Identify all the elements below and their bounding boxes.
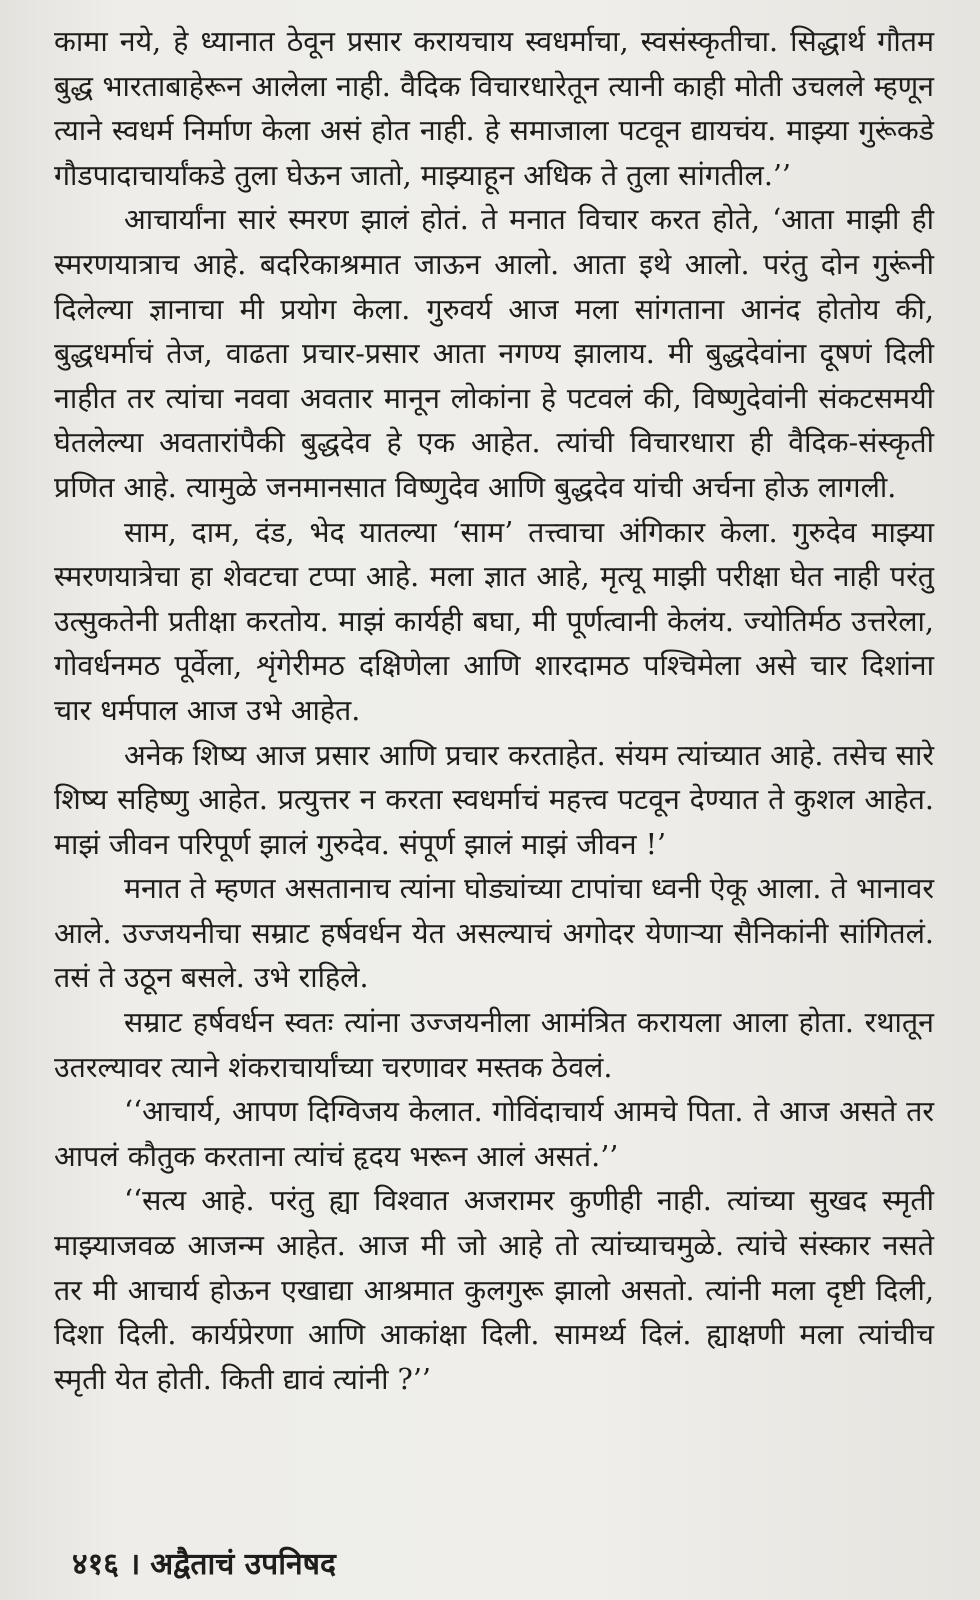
page-body xyxy=(54,20,934,1402)
paragraph-3: साम, दाम, दंड, भेद यातल्या ‘साम’ तत्त्वाचा अंगिकार केला. गुरुदेव माझ्या स्मरणयात्रेचा हा शेवटचा टप्पा आहे. मला ज्ञात आहे, मृत्यू माझी परीक्षा घेत नाही परंतु उत्सुकतेनी प्रतीक्षा करतोय. माझं कार्यही बघा, मी पूर्णत्वानी केलंय. ज्योतिर्मठ उत्तरेला, गोवर्धनमठ पूर्वेला, शृंगेरीमठ दक्षिणेला आणि शारदामठ पश्चिमेला असे चार दिशांना चार धर्मपाल आज उभे आहेत. xyxy=(54,515,934,727)
paragraph-4: अनेक शिष्य आज प्रसार आणि प्रचार करताहेत. संयम त्यांच्यात आहे. तसेच सारे शिष्य सहिष्णु आहेत. प्रत्युत्तर न करता स्वधर्माचं महत्त्व पटवून देण्यात ते कुशल आहेत. माझं जीवन परिपूर्ण झालं गुरुदेव. संपूर्ण झालं माझं जीवन !’ xyxy=(54,738,934,861)
book-title: अद्वैताचं उपनिषद xyxy=(150,1547,336,1582)
paragraph-8: ‘‘सत्य आहे. परंतु ह्या विश्वात अजरामर कुणीही नाही. त्यांच्या सुखद स्मृती माझ्याजवळ आजन्म आहेत. आज मी जो आहे तो त्यांच्याचमुळे. त्यांचे संस्कार नसते तर मी आचार्य होऊन एखाद्या आश्रमात कुलगुरू झालो असतो. त्यांनी मला दृष्टी दिली, दिशा दिली. कार्यप्रेरणा आणि आकांक्षा दिली. सामर्थ्य दिलं. ह्याक्षणी मला त्यांचीच स्मृती येत होती. किती द्यावं त्यांनी ?’’ xyxy=(54,1184,934,1396)
paragraph-1: कामा नये, हे ध्यानात ठेवून प्रसार करायचाय स्वधर्माचा, स्वसंस्कृतीचा. सिद्धार्थ गौतम बुद्ध भारताबाहेरून आलेला नाही. वैदिक विचारधारेतून त्यानी काही मोती उचलले म्हणून त्याने स्वधर्म निर्माण केला असं होत नाही. हे समाजाला पटवून द्यायचंय. माझ्या गुरूंकडे गौडपादाचार्यांकडे तुला घेऊन जातो, माझ्याहून अधिक ते तुला सांगतील.’’ xyxy=(54,25,934,192)
paragraph-5: मनात ते म्हणत असतानाच त्यांना घोड्यांच्या टापांचा ध्वनी ऐकू आला. ते भानावर आले. उज्जयनीचा सम्राट हर्षवर्धन येत असल्याचं अगोदर येणाऱ्या सैनिकांनी सांगितलं. तसं ते उठून बसले. उभे राहिले. xyxy=(54,872,934,995)
page-footer xyxy=(72,1542,336,1583)
paragraph-7: ‘‘आचार्य, आपण दिग्विजय केलात. गोविंदाचार्य आमचे पिता. ते आज असते तर आपलं कौतुक करताना त्यांचं हृदय भरून आलं असतं.’’ xyxy=(54,1095,934,1173)
page-number: ४१६ xyxy=(72,1547,119,1582)
footer-separator: । xyxy=(128,1547,141,1582)
paragraph-6: सम्राट हर्षवर्धन स्वतः त्यांना उज्जयनीला आमंत्रित करायला आला होता. रथातून उतरल्यावर त्याने शंकराचार्यांच्या चरणावर मस्तक ठेवलं. xyxy=(54,1006,934,1084)
paragraph-2: आचार्यांना सारं स्मरण झालं होतं. ते मनात विचार करत होते, ‘आता माझी ही स्मरणयात्राच आहे. बदरिकाश्रमात जाऊन आलो. आता इथे आलो. परंतु दोन गुरूंनी दिलेल्या ज्ञानाचा मी प्रयोग केला. गुरुवर्य आज मला सांगताना आनंद होतोय की, बुद्धधर्माचं तेज, वाढता प्रचार-प्रसार आता नगण्य झालाय. मी बुद्धदेवांना दूषणं दिली नाहीत तर त्यांचा नववा अवतार मानून लोकांना हे पटवलं की, विष्णुदेवांनी संकटसमयी घेतलेल्या अवतारांपैकी बुद्धदेव हे एक आहेत. त्यांची विचारधारा ही वैदिक-संस्कृती प्रणित आहे. त्यामुळे जनमानसात विष्णुदेव आणि बुद्धदेव यांची अर्चना होऊ लागली. xyxy=(54,203,934,504)
